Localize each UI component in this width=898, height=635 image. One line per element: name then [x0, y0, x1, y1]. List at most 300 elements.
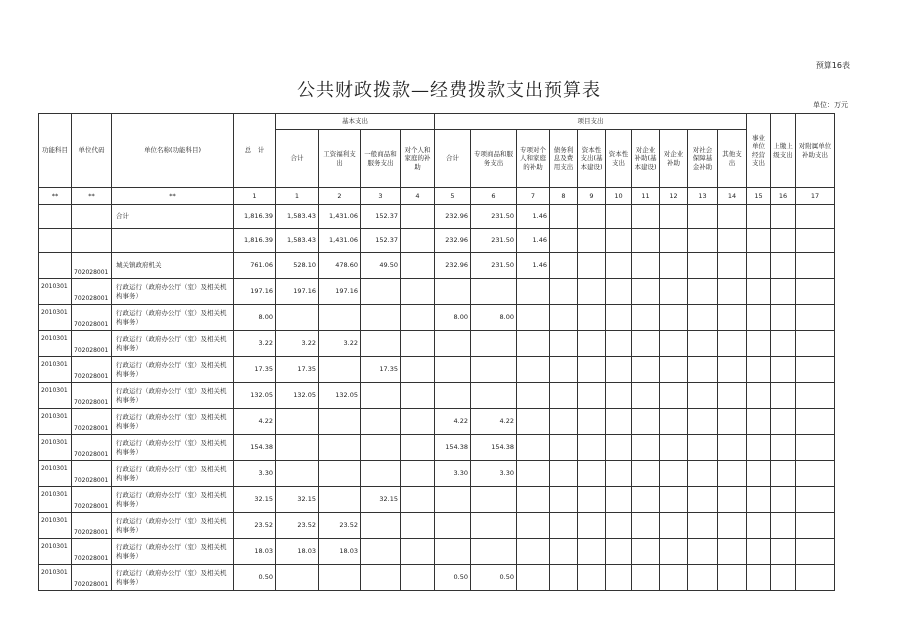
- capital2-cell: [606, 357, 632, 383]
- capital2-cell: [606, 487, 632, 513]
- header-code: 单位代码: [72, 114, 112, 188]
- debt-cell: [550, 229, 578, 253]
- capital2-cell: [606, 409, 632, 435]
- unit-name-cell: [112, 229, 234, 253]
- enterprise-capital-cell: [632, 205, 660, 229]
- unit-code-cell: 702028001: [72, 409, 112, 435]
- social-fund-cell: [688, 305, 718, 331]
- header-enterprise: 对企业补助: [660, 130, 688, 188]
- p-subtotal-cell: [435, 539, 471, 565]
- p-subtotal-cell: 154.38: [435, 435, 471, 461]
- table-row: [39, 383, 835, 409]
- column-index: 17: [796, 188, 835, 205]
- column-index: 4: [401, 188, 435, 205]
- social-fund-cell: [688, 383, 718, 409]
- wages-cell: 197.16: [319, 279, 361, 305]
- other-cell: [718, 229, 747, 253]
- header-p-subtotal: 合计: [435, 130, 471, 188]
- p-goods-cell: [471, 487, 517, 513]
- debt-cell: [550, 539, 578, 565]
- enterprise-capital-cell: [632, 253, 660, 279]
- column-index: 16: [771, 188, 796, 205]
- other-cell: [718, 253, 747, 279]
- p-personal-cell: [517, 357, 550, 383]
- enterprise-capital-cell: [632, 565, 660, 591]
- business-cell: [747, 229, 771, 253]
- table-row: [39, 539, 835, 565]
- business-cell: [747, 253, 771, 279]
- func-code-cell: 2010301: [39, 487, 72, 513]
- subsidiary-cell: [796, 513, 835, 539]
- unit-name-cell: 行政运行（政府办公厅（室）及相关机构事务）: [112, 409, 234, 435]
- business-cell: [747, 461, 771, 487]
- other-cell: [718, 383, 747, 409]
- capital2-cell: [606, 205, 632, 229]
- subsidiary-cell: [796, 461, 835, 487]
- p-personal-cell: [517, 461, 550, 487]
- unit-code-cell: 702028001: [72, 357, 112, 383]
- column-index: 9: [578, 188, 606, 205]
- func-code-cell: 2010301: [39, 565, 72, 591]
- business-cell: [747, 305, 771, 331]
- unit-code-cell: [72, 229, 112, 253]
- social-fund-cell: [688, 253, 718, 279]
- social-fund-cell: [688, 461, 718, 487]
- column-index: 11: [632, 188, 660, 205]
- enterprise-cell: [660, 487, 688, 513]
- total-cell: 4.22: [234, 409, 276, 435]
- capital2-cell: [606, 565, 632, 591]
- debt-cell: [550, 513, 578, 539]
- enterprise-capital-cell: [632, 305, 660, 331]
- p-subtotal-cell: 232.96: [435, 253, 471, 279]
- header-capital: 资本性支出(基本建设): [578, 130, 606, 188]
- p-subtotal-cell: 3.30: [435, 461, 471, 487]
- unit-code-cell: 702028001: [72, 383, 112, 409]
- p-subtotal-cell: [435, 513, 471, 539]
- p-goods-cell: 3.30: [471, 461, 517, 487]
- unit-code-cell: 702028001: [72, 435, 112, 461]
- p-goods-cell: [471, 357, 517, 383]
- subsidiary-cell: [796, 435, 835, 461]
- table-row: [39, 565, 835, 591]
- p-subtotal-cell: [435, 383, 471, 409]
- personal-cell: [401, 331, 435, 357]
- table-row: [39, 461, 835, 487]
- upper-cell: [771, 539, 796, 565]
- subsidiary-cell: [796, 253, 835, 279]
- column-index: 2: [319, 188, 361, 205]
- func-code-cell: 2010301: [39, 331, 72, 357]
- subsidiary-cell: [796, 487, 835, 513]
- goods-cell: [361, 383, 401, 409]
- debt-cell: [550, 409, 578, 435]
- upper-cell: [771, 565, 796, 591]
- other-cell: [718, 461, 747, 487]
- capital2-cell: [606, 331, 632, 357]
- debt-cell: [550, 331, 578, 357]
- goods-cell: [361, 409, 401, 435]
- capital2-cell: [606, 435, 632, 461]
- func-code-cell: [39, 205, 72, 229]
- subsidiary-cell: [796, 229, 835, 253]
- unit-name-cell: 行政运行（政府办公厅（室）及相关机构事务）: [112, 461, 234, 487]
- capital-cell: [578, 253, 606, 279]
- subsidiary-cell: [796, 331, 835, 357]
- subsidiary-cell: [796, 305, 835, 331]
- column-index: **: [112, 188, 234, 205]
- header-capital2: 资本性支出: [606, 130, 632, 188]
- header-upper: 上缴上级支出: [771, 114, 796, 188]
- capital2-cell: [606, 513, 632, 539]
- p-personal-cell: [517, 383, 550, 409]
- enterprise-capital-cell: [632, 461, 660, 487]
- capital-cell: [578, 539, 606, 565]
- p-goods-cell: [471, 513, 517, 539]
- p-goods-cell: [471, 383, 517, 409]
- business-cell: [747, 487, 771, 513]
- personal-cell: [401, 229, 435, 253]
- other-cell: [718, 357, 747, 383]
- upper-cell: [771, 229, 796, 253]
- unit-code-cell: 702028001: [72, 461, 112, 487]
- subtotal-cell: [276, 435, 319, 461]
- header-wages: 工资福利支出: [319, 130, 361, 188]
- header-business: 事业单位经营支出: [747, 114, 771, 188]
- p-subtotal-cell: [435, 279, 471, 305]
- column-index: 3: [361, 188, 401, 205]
- wages-cell: 1,431.06: [319, 205, 361, 229]
- capital2-cell: [606, 253, 632, 279]
- column-index: 1: [276, 188, 319, 205]
- upper-cell: [771, 409, 796, 435]
- enterprise-capital-cell: [632, 513, 660, 539]
- p-goods-cell: 231.50: [471, 229, 517, 253]
- table-row: [39, 513, 835, 539]
- subtotal-cell: [276, 305, 319, 331]
- unit-label: 单位：万元: [813, 101, 848, 109]
- capital-cell: [578, 305, 606, 331]
- func-code-cell: 2010301: [39, 539, 72, 565]
- unit-code-cell: 702028001: [72, 305, 112, 331]
- debt-cell: [550, 357, 578, 383]
- other-cell: [718, 409, 747, 435]
- upper-cell: [771, 305, 796, 331]
- enterprise-capital-cell: [632, 383, 660, 409]
- column-index-row: [39, 188, 835, 205]
- total-cell: 17.35: [234, 357, 276, 383]
- p-personal-cell: [517, 513, 550, 539]
- wages-cell: 478.60: [319, 253, 361, 279]
- other-cell: [718, 435, 747, 461]
- upper-cell: [771, 357, 796, 383]
- upper-cell: [771, 205, 796, 229]
- p-goods-cell: 231.50: [471, 205, 517, 229]
- capital-cell: [578, 383, 606, 409]
- upper-cell: [771, 331, 796, 357]
- p-subtotal-cell: 232.96: [435, 229, 471, 253]
- p-goods-cell: [471, 539, 517, 565]
- debt-cell: [550, 435, 578, 461]
- subtotal-cell: 197.16: [276, 279, 319, 305]
- enterprise-capital-cell: [632, 357, 660, 383]
- personal-cell: [401, 253, 435, 279]
- personal-cell: [401, 279, 435, 305]
- column-index: 7: [517, 188, 550, 205]
- capital2-cell: [606, 305, 632, 331]
- header-basic: 基本支出: [276, 114, 435, 130]
- personal-cell: [401, 487, 435, 513]
- debt-cell: [550, 205, 578, 229]
- personal-cell: [401, 357, 435, 383]
- enterprise-cell: [660, 305, 688, 331]
- wages-cell: [319, 409, 361, 435]
- business-cell: [747, 513, 771, 539]
- debt-cell: [550, 383, 578, 409]
- subtotal-cell: 1,583.43: [276, 229, 319, 253]
- p-subtotal-cell: 4.22: [435, 409, 471, 435]
- table-row: [39, 279, 835, 305]
- unit-code-cell: 702028001: [72, 539, 112, 565]
- subtotal-cell: 1,583.43: [276, 205, 319, 229]
- subtotal-cell: 528.10: [276, 253, 319, 279]
- header-social-fund: 对社会保障基金补助: [688, 130, 718, 188]
- enterprise-cell: [660, 205, 688, 229]
- personal-cell: [401, 383, 435, 409]
- business-cell: [747, 331, 771, 357]
- p-personal-cell: [517, 409, 550, 435]
- social-fund-cell: [688, 539, 718, 565]
- personal-cell: [401, 205, 435, 229]
- unit-code-cell: 702028001: [72, 513, 112, 539]
- other-cell: [718, 539, 747, 565]
- capital-cell: [578, 565, 606, 591]
- enterprise-cell: [660, 435, 688, 461]
- other-cell: [718, 205, 747, 229]
- business-cell: [747, 279, 771, 305]
- capital-cell: [578, 205, 606, 229]
- header-subtotal: 合计: [276, 130, 319, 188]
- business-cell: [747, 539, 771, 565]
- enterprise-capital-cell: [632, 435, 660, 461]
- social-fund-cell: [688, 409, 718, 435]
- social-fund-cell: [688, 205, 718, 229]
- subsidiary-cell: [796, 279, 835, 305]
- func-code-cell: 2010301: [39, 409, 72, 435]
- page-title: 公共财政拨款—经费拨款支出预算表: [297, 80, 601, 101]
- total-cell: 3.22: [234, 331, 276, 357]
- goods-cell: [361, 539, 401, 565]
- goods-cell: [361, 461, 401, 487]
- func-code-cell: 2010301: [39, 383, 72, 409]
- func-code-cell: 2010301: [39, 461, 72, 487]
- subtotal-cell: [276, 461, 319, 487]
- header-name: 单位名称(功能科目): [112, 114, 234, 188]
- subtotal-cell: [276, 409, 319, 435]
- debt-cell: [550, 565, 578, 591]
- subsidiary-cell: [796, 383, 835, 409]
- total-cell: 154.38: [234, 435, 276, 461]
- wages-cell: [319, 435, 361, 461]
- capital2-cell: [606, 229, 632, 253]
- unit-name-cell: 行政运行（政府办公厅（室）及相关机构事务）: [112, 279, 234, 305]
- capital-cell: [578, 487, 606, 513]
- total-cell: 0.50: [234, 565, 276, 591]
- header-total: 总 计: [234, 114, 276, 188]
- table-row: [39, 435, 835, 461]
- table-body: [39, 205, 835, 591]
- wages-cell: 3.22: [319, 331, 361, 357]
- capital-cell: [578, 409, 606, 435]
- capital-cell: [578, 331, 606, 357]
- table-row: [39, 305, 835, 331]
- unit-code-cell: 702028001: [72, 331, 112, 357]
- table-row: [39, 331, 835, 357]
- wages-cell: [319, 461, 361, 487]
- p-subtotal-cell: [435, 357, 471, 383]
- personal-cell: [401, 565, 435, 591]
- debt-cell: [550, 487, 578, 513]
- wages-cell: 132.05: [319, 383, 361, 409]
- func-code-cell: [39, 229, 72, 253]
- capital2-cell: [606, 461, 632, 487]
- p-subtotal-cell: 8.00: [435, 305, 471, 331]
- other-cell: [718, 305, 747, 331]
- enterprise-cell: [660, 513, 688, 539]
- capital-cell: [578, 279, 606, 305]
- wages-cell: [319, 565, 361, 591]
- unit-name-cell: 行政运行（政府办公厅（室）及相关机构事务）: [112, 539, 234, 565]
- subsidiary-cell: [796, 409, 835, 435]
- func-code-cell: 2010301: [39, 435, 72, 461]
- total-cell: 3.30: [234, 461, 276, 487]
- unit-name-cell: 行政运行（政府办公厅（室）及相关机构事务）: [112, 487, 234, 513]
- business-cell: [747, 205, 771, 229]
- unit-code-cell: 702028001: [72, 565, 112, 591]
- goods-cell: [361, 331, 401, 357]
- other-cell: [718, 565, 747, 591]
- wages-cell: [319, 357, 361, 383]
- total-cell: 23.52: [234, 513, 276, 539]
- header-personal: 对个人和家庭的补助: [401, 130, 435, 188]
- total-cell: 132.05: [234, 383, 276, 409]
- unit-code-cell: 702028001: [72, 279, 112, 305]
- total-cell: 761.06: [234, 253, 276, 279]
- subtotal-cell: 17.35: [276, 357, 319, 383]
- wages-cell: [319, 305, 361, 331]
- upper-cell: [771, 461, 796, 487]
- capital-cell: [578, 229, 606, 253]
- total-cell: 8.00: [234, 305, 276, 331]
- func-code-cell: 2010301: [39, 279, 72, 305]
- header-p-goods: 专项商品和服务支出: [471, 130, 517, 188]
- capital2-cell: [606, 279, 632, 305]
- goods-cell: [361, 279, 401, 305]
- goods-cell: 17.35: [361, 357, 401, 383]
- header-func: 功能科目: [39, 114, 72, 188]
- capital-cell: [578, 461, 606, 487]
- column-index: 14: [718, 188, 747, 205]
- subtotal-cell: 132.05: [276, 383, 319, 409]
- enterprise-cell: [660, 331, 688, 357]
- form-number: 预算16表: [815, 61, 850, 70]
- p-subtotal-cell: [435, 331, 471, 357]
- social-fund-cell: [688, 229, 718, 253]
- upper-cell: [771, 513, 796, 539]
- p-goods-cell: 154.38: [471, 435, 517, 461]
- wages-cell: 18.03: [319, 539, 361, 565]
- func-code-cell: [39, 253, 72, 279]
- unit-name-cell: 合计: [112, 205, 234, 229]
- p-personal-cell: [517, 305, 550, 331]
- column-index: 8: [550, 188, 578, 205]
- header-project: 项目支出: [435, 114, 747, 130]
- table-row: [39, 229, 835, 253]
- enterprise-capital-cell: [632, 279, 660, 305]
- column-index: 10: [606, 188, 632, 205]
- header-enterprise-capital: 对企业补助(基本建设): [632, 130, 660, 188]
- column-index: **: [72, 188, 112, 205]
- upper-cell: [771, 435, 796, 461]
- subsidiary-cell: [796, 565, 835, 591]
- column-index: 13: [688, 188, 718, 205]
- capital2-cell: [606, 539, 632, 565]
- goods-cell: [361, 435, 401, 461]
- goods-cell: 152.37: [361, 229, 401, 253]
- p-personal-cell: [517, 565, 550, 591]
- social-fund-cell: [688, 565, 718, 591]
- enterprise-cell: [660, 253, 688, 279]
- subtotal-cell: 23.52: [276, 513, 319, 539]
- capital-cell: [578, 435, 606, 461]
- column-index: 5: [435, 188, 471, 205]
- capital-cell: [578, 513, 606, 539]
- enterprise-capital-cell: [632, 229, 660, 253]
- func-code-cell: 2010301: [39, 305, 72, 331]
- capital2-cell: [606, 383, 632, 409]
- enterprise-capital-cell: [632, 539, 660, 565]
- goods-cell: 152.37: [361, 205, 401, 229]
- p-personal-cell: [517, 539, 550, 565]
- other-cell: [718, 513, 747, 539]
- p-personal-cell: [517, 487, 550, 513]
- enterprise-cell: [660, 539, 688, 565]
- social-fund-cell: [688, 279, 718, 305]
- social-fund-cell: [688, 435, 718, 461]
- total-cell: 197.16: [234, 279, 276, 305]
- other-cell: [718, 331, 747, 357]
- enterprise-capital-cell: [632, 409, 660, 435]
- debt-cell: [550, 461, 578, 487]
- column-index: 15: [747, 188, 771, 205]
- total-cell: 18.03: [234, 539, 276, 565]
- p-goods-cell: 0.50: [471, 565, 517, 591]
- other-cell: [718, 487, 747, 513]
- p-subtotal-cell: [435, 487, 471, 513]
- social-fund-cell: [688, 357, 718, 383]
- p-personal-cell: [517, 279, 550, 305]
- func-code-cell: 2010301: [39, 357, 72, 383]
- business-cell: [747, 409, 771, 435]
- business-cell: [747, 435, 771, 461]
- unit-name-cell: 行政运行（政府办公厅（室）及相关机构事务）: [112, 305, 234, 331]
- header-other: 其他支出: [718, 130, 747, 188]
- goods-cell: [361, 305, 401, 331]
- enterprise-cell: [660, 409, 688, 435]
- table-row: [39, 205, 835, 229]
- wages-cell: [319, 487, 361, 513]
- social-fund-cell: [688, 513, 718, 539]
